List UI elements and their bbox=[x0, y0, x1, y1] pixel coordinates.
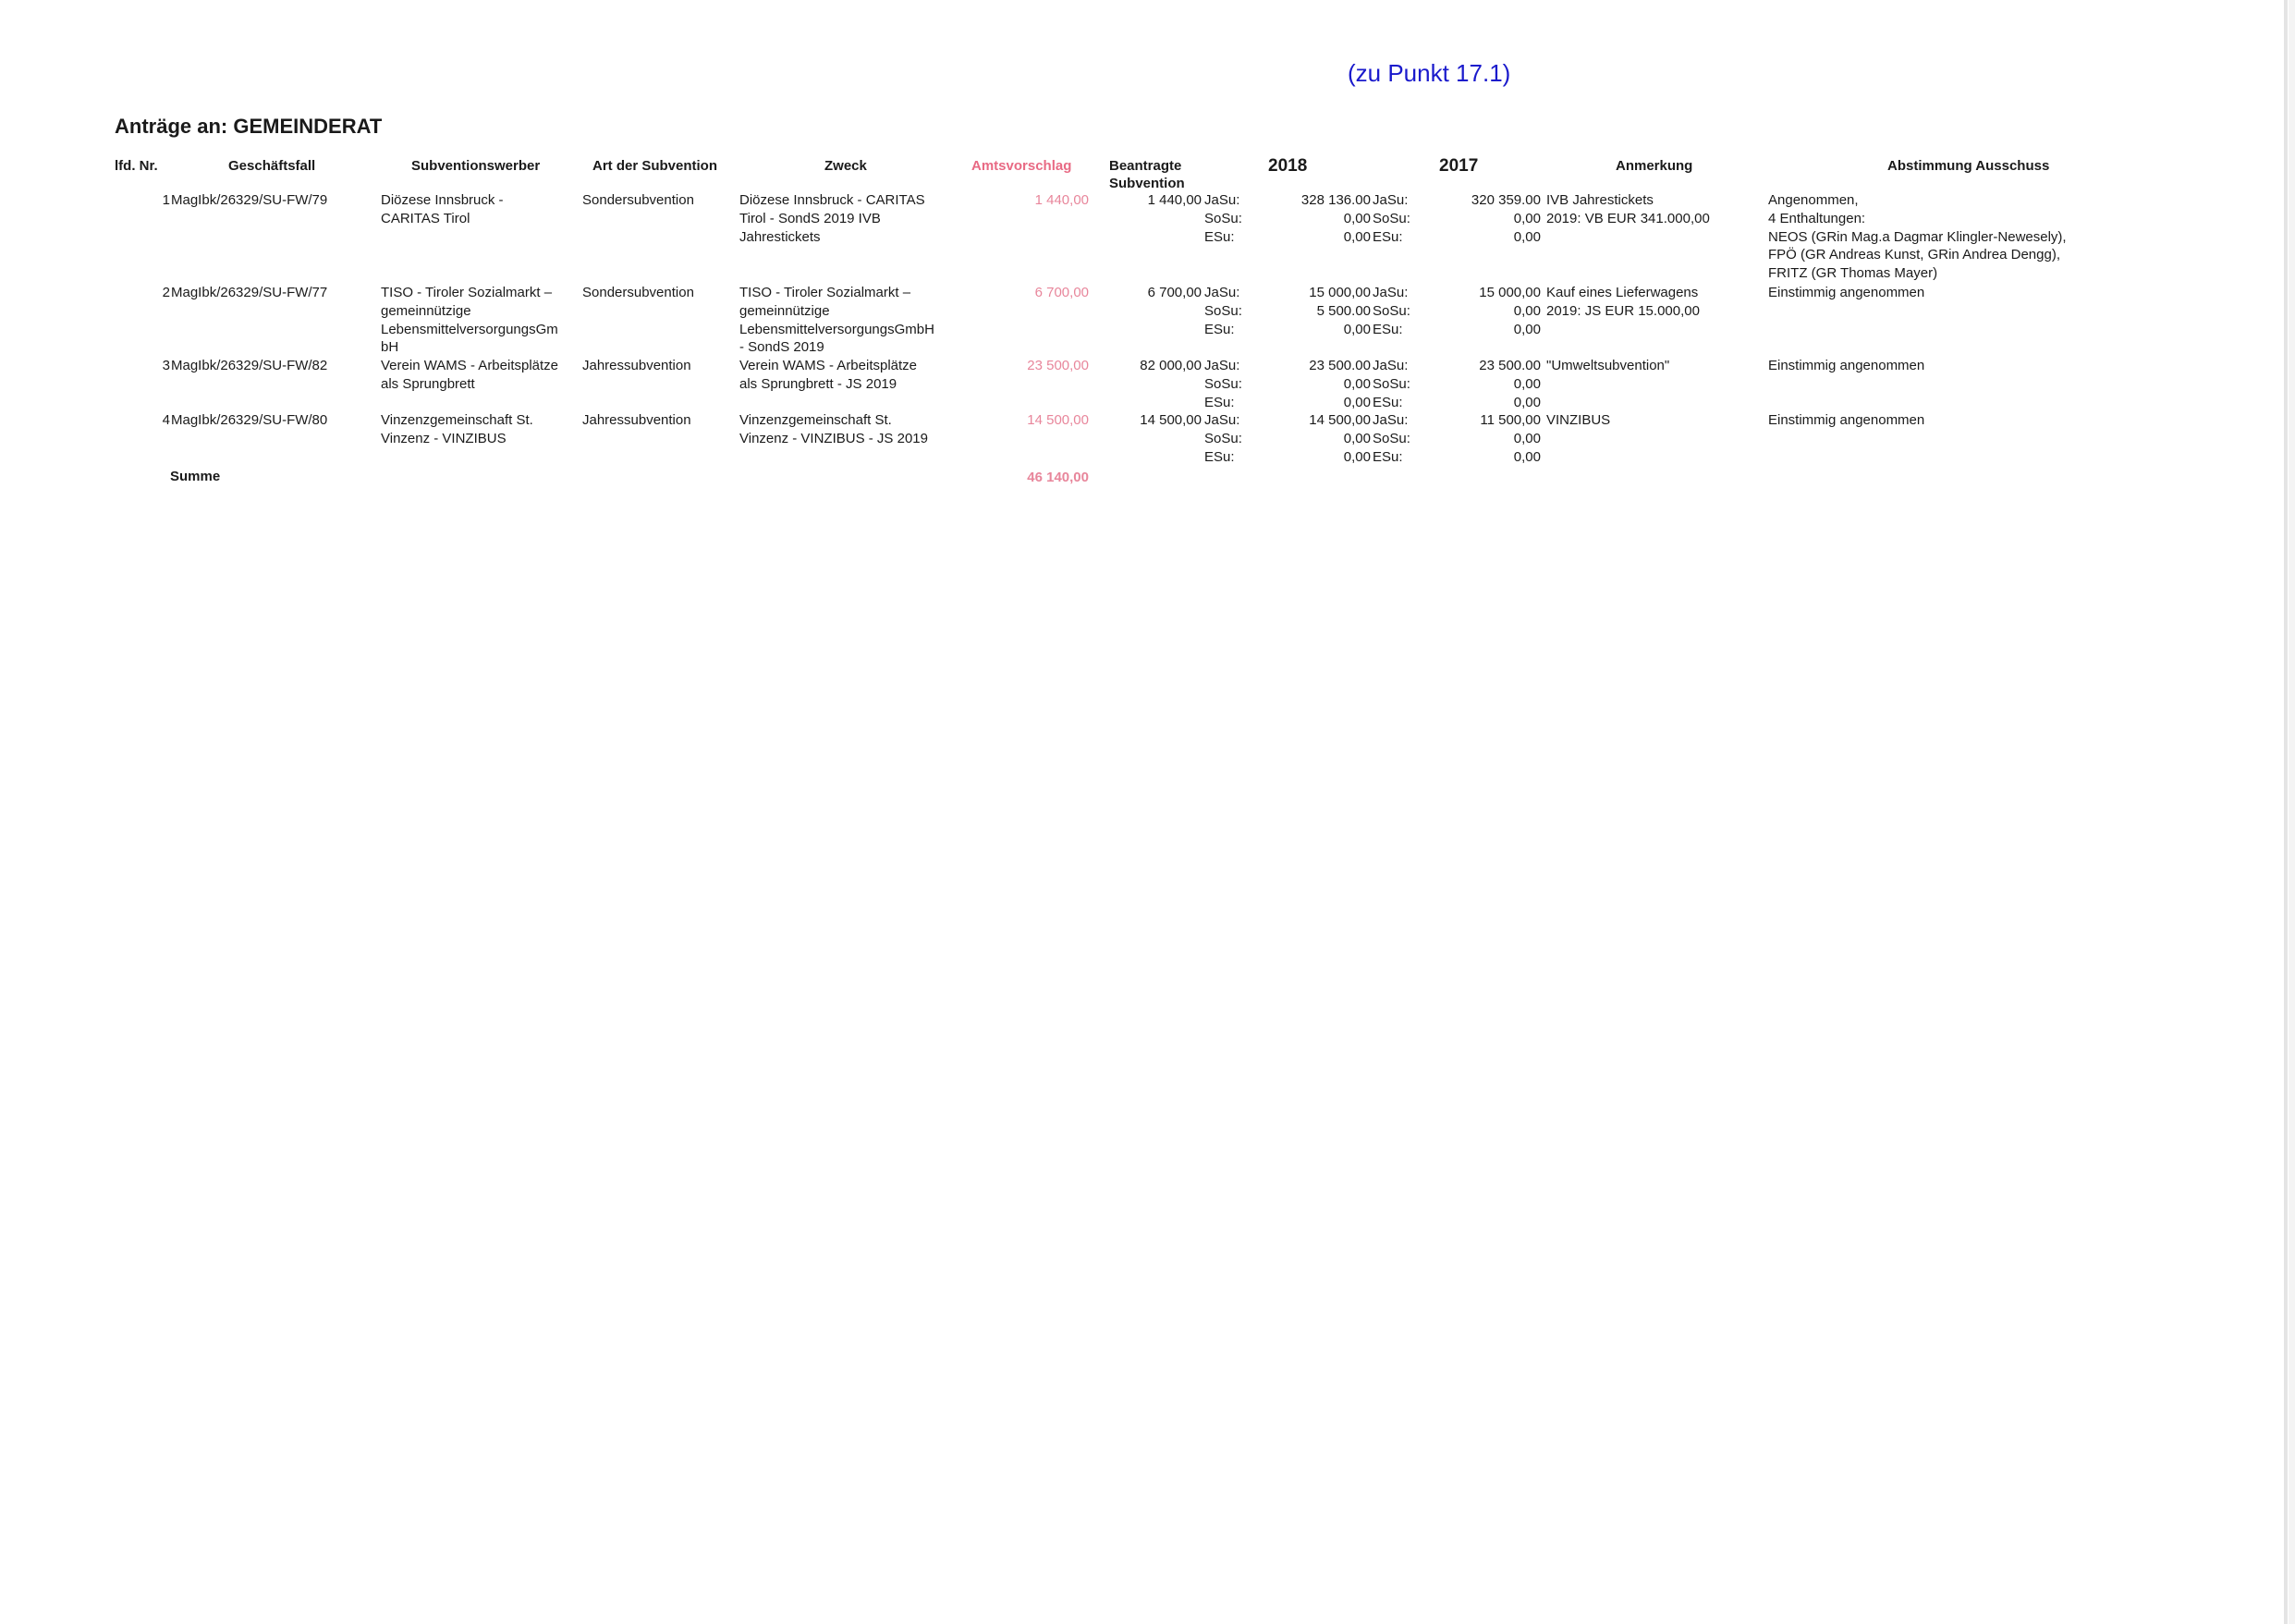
cell-nr: 2 bbox=[162, 285, 170, 300]
cell-beantragte: 82 000,00 bbox=[1140, 358, 1202, 373]
cell-zweck: gemeinnützige bbox=[739, 302, 830, 319]
cell-zweck: Tirol - SondS 2019 IVB bbox=[739, 210, 881, 226]
cell-abstimmung: Angenommen, bbox=[1768, 192, 1859, 208]
cell-zweck: Vinzenz - VINZIBUS - JS 2019 bbox=[739, 430, 928, 446]
header-zweck: Zweck bbox=[824, 158, 867, 174]
cell-labels-2018: ESu: bbox=[1204, 228, 1235, 245]
cell-zweck: - SondS 2019 bbox=[739, 339, 824, 356]
cell-values-2018: 0,00 bbox=[1343, 448, 1371, 465]
cell-values-2017: 0,00 bbox=[1513, 448, 1541, 465]
cell-values-2018: 5 500.00 bbox=[1316, 302, 1371, 319]
cell-labels-2018: ESu: bbox=[1204, 321, 1235, 337]
cell-labels-2017: ESu: bbox=[1373, 394, 1403, 410]
cell-werber: bH bbox=[381, 339, 399, 356]
cell-werber: TISO - Tiroler Sozialmarkt – bbox=[381, 285, 553, 300]
cell-amtsvorschlag: 1 440,00 bbox=[1034, 192, 1089, 208]
cell-values-2017: 0,00 bbox=[1513, 302, 1541, 319]
cell-labels-2018: JaSu: bbox=[1204, 358, 1240, 373]
cell-labels-2017: ESu: bbox=[1373, 228, 1403, 245]
cell-labels-2017: SoSu: bbox=[1373, 375, 1410, 392]
cell-abstimmung: Einstimmig angenommen bbox=[1768, 285, 1925, 300]
cell-values-2017: 23 500.00 bbox=[1479, 358, 1541, 373]
cell-geschaeftsfall: MagIbk/26329/SU-FW/77 bbox=[171, 285, 328, 300]
cell-zweck: Vinzenzgemeinschaft St. bbox=[739, 412, 892, 428]
page-heading: Anträge an: GEMEINDERAT bbox=[115, 115, 383, 138]
cell-labels-2017: SoSu: bbox=[1373, 302, 1410, 319]
cell-labels-2018: SoSu: bbox=[1204, 430, 1242, 446]
cell-anmerkung: 2019: JS EUR 15.000,00 bbox=[1546, 302, 1700, 319]
cell-zweck: LebensmittelversorgungsGmbH bbox=[739, 321, 934, 337]
cell-abstimmung: 4 Enthaltungen: bbox=[1768, 210, 1866, 226]
cell-labels-2018: JaSu: bbox=[1204, 412, 1240, 428]
cell-werber: Verein WAMS - Arbeitsplätze bbox=[381, 358, 559, 373]
cell-labels-2018: SoSu: bbox=[1204, 375, 1242, 392]
cell-werber: Vinzenzgemeinschaft St. bbox=[381, 412, 533, 428]
cell-werber: CARITAS Tirol bbox=[381, 210, 470, 226]
cell-art: Sondersubvention bbox=[582, 192, 694, 208]
cell-values-2017: 0,00 bbox=[1513, 321, 1541, 337]
header-art: Art der Subvention bbox=[592, 158, 718, 174]
cell-labels-2018: JaSu: bbox=[1204, 285, 1240, 300]
cell-values-2018: 0,00 bbox=[1343, 430, 1371, 446]
cell-values-2018: 0,00 bbox=[1343, 228, 1371, 245]
cell-values-2017: 320 359.00 bbox=[1471, 192, 1541, 208]
cell-labels-2017: ESu: bbox=[1373, 448, 1403, 465]
agenda-reference: (zu Punkt 17.1) bbox=[1348, 59, 1511, 87]
cell-art: Jahressubvention bbox=[582, 358, 691, 373]
cell-abstimmung: Einstimmig angenommen bbox=[1768, 358, 1925, 373]
cell-values-2018: 0,00 bbox=[1343, 375, 1371, 392]
cell-anmerkung: VINZIBUS bbox=[1546, 412, 1611, 428]
cell-werber: Diözese Innsbruck - bbox=[381, 192, 504, 208]
cell-beantragte: 14 500,00 bbox=[1140, 412, 1202, 428]
cell-anmerkung: Kauf eines Lieferwagens bbox=[1546, 285, 1699, 300]
cell-values-2018: 0,00 bbox=[1343, 210, 1371, 226]
cell-values-2017: 0,00 bbox=[1513, 394, 1541, 410]
cell-labels-2017: SoSu: bbox=[1373, 430, 1410, 446]
cell-values-2018: 0,00 bbox=[1343, 321, 1371, 337]
cell-values-2017: 0,00 bbox=[1513, 375, 1541, 392]
cell-values-2017: 15 000,00 bbox=[1479, 285, 1541, 300]
header-anmerkung: Anmerkung bbox=[1616, 158, 1693, 174]
cell-values-2018: 0,00 bbox=[1343, 394, 1371, 410]
cell-nr: 1 bbox=[162, 192, 170, 208]
cell-art: Jahressubvention bbox=[582, 412, 691, 428]
cell-amtsvorschlag: 14 500,00 bbox=[1027, 412, 1089, 428]
cell-zweck: Verein WAMS - Arbeitsplätze bbox=[739, 358, 918, 373]
cell-werber: Vinzenz - VINZIBUS bbox=[381, 430, 507, 446]
cell-labels-2017: SoSu: bbox=[1373, 210, 1410, 226]
cell-values-2017: 0,00 bbox=[1513, 210, 1541, 226]
cell-art: Sondersubvention bbox=[582, 285, 694, 300]
cell-values-2018: 14 500,00 bbox=[1309, 412, 1371, 428]
header-amtsvorschlag: Amtsvorschlag bbox=[971, 158, 1072, 174]
cell-abstimmung: FRITZ (GR Thomas Mayer) bbox=[1768, 265, 1938, 282]
cell-abstimmung: Einstimmig angenommen bbox=[1768, 412, 1925, 428]
header-abstimmung: Abstimmung Ausschuss bbox=[1887, 158, 2050, 174]
summe-amtsvorschlag: 46 140,00 bbox=[1027, 470, 1089, 485]
cell-zweck: Diözese Innsbruck - CARITAS bbox=[739, 192, 925, 208]
cell-values-2017: 11 500,00 bbox=[1480, 412, 1541, 428]
cell-beantragte: 6 700,00 bbox=[1147, 285, 1202, 300]
cell-anmerkung: IVB Jahrestickets bbox=[1546, 192, 1654, 208]
cell-labels-2018: SoSu: bbox=[1204, 210, 1242, 226]
cell-nr: 4 bbox=[162, 412, 170, 428]
cell-labels-2018: ESu: bbox=[1204, 394, 1235, 410]
cell-values-2018: 15 000,00 bbox=[1309, 285, 1371, 300]
header-geschaeftsfall: Geschäftsfall bbox=[228, 158, 316, 174]
cell-values-2017: 0,00 bbox=[1513, 430, 1541, 446]
cell-labels-2017: JaSu: bbox=[1373, 285, 1409, 300]
cell-anmerkung: "Umweltsubvention" bbox=[1546, 358, 1670, 373]
scan-edge-shadow bbox=[2289, 0, 2295, 1624]
header-werber: Subventionswerber bbox=[411, 158, 541, 174]
cell-beantragte: 1 440,00 bbox=[1147, 192, 1202, 208]
cell-geschaeftsfall: MagIbk/26329/SU-FW/82 bbox=[171, 358, 328, 373]
cell-labels-2018: ESu: bbox=[1204, 448, 1235, 465]
cell-values-2017: 0,00 bbox=[1513, 228, 1541, 245]
cell-labels-2017: ESu: bbox=[1373, 321, 1403, 337]
cell-labels-2018: JaSu: bbox=[1204, 192, 1240, 208]
cell-geschaeftsfall: MagIbk/26329/SU-FW/80 bbox=[171, 412, 328, 428]
header-beantragte: Beantragte Subvention bbox=[1109, 158, 1185, 191]
cell-zweck: TISO - Tiroler Sozialmarkt – bbox=[739, 285, 911, 300]
cell-values-2018: 23 500.00 bbox=[1309, 358, 1371, 373]
header-nr: lfd. Nr. bbox=[115, 158, 158, 174]
cell-werber: gemeinnützige bbox=[381, 302, 471, 319]
cell-zweck: als Sprungbrett - JS 2019 bbox=[739, 375, 897, 392]
cell-labels-2017: JaSu: bbox=[1373, 412, 1409, 428]
summe-label: Summe bbox=[170, 469, 221, 484]
cell-geschaeftsfall: MagIbk/26329/SU-FW/79 bbox=[171, 192, 328, 208]
scan-edge bbox=[2284, 0, 2288, 1624]
cell-amtsvorschlag: 23 500,00 bbox=[1027, 358, 1089, 373]
cell-labels-2017: JaSu: bbox=[1373, 358, 1409, 373]
cell-nr: 3 bbox=[162, 358, 170, 373]
cell-zweck: Jahrestickets bbox=[739, 228, 821, 245]
cell-labels-2018: SoSu: bbox=[1204, 302, 1242, 319]
header-2018: 2018 bbox=[1268, 156, 1308, 176]
cell-amtsvorschlag: 6 700,00 bbox=[1034, 285, 1089, 300]
header-2017: 2017 bbox=[1439, 156, 1479, 176]
cell-abstimmung: FPÖ (GR Andreas Kunst, GRin Andrea Dengg), bbox=[1768, 247, 2060, 263]
cell-values-2018: 328 136.00 bbox=[1300, 192, 1371, 208]
cell-werber: als Sprungbrett bbox=[381, 375, 475, 392]
cell-labels-2017: JaSu: bbox=[1373, 192, 1409, 208]
cell-werber: LebensmittelversorgungsGm bbox=[381, 321, 558, 337]
cell-abstimmung: NEOS (GRin Mag.a Dagmar Klingler-Newesely), bbox=[1768, 228, 2067, 245]
cell-anmerkung: 2019: VB EUR 341.000,00 bbox=[1546, 210, 1710, 226]
